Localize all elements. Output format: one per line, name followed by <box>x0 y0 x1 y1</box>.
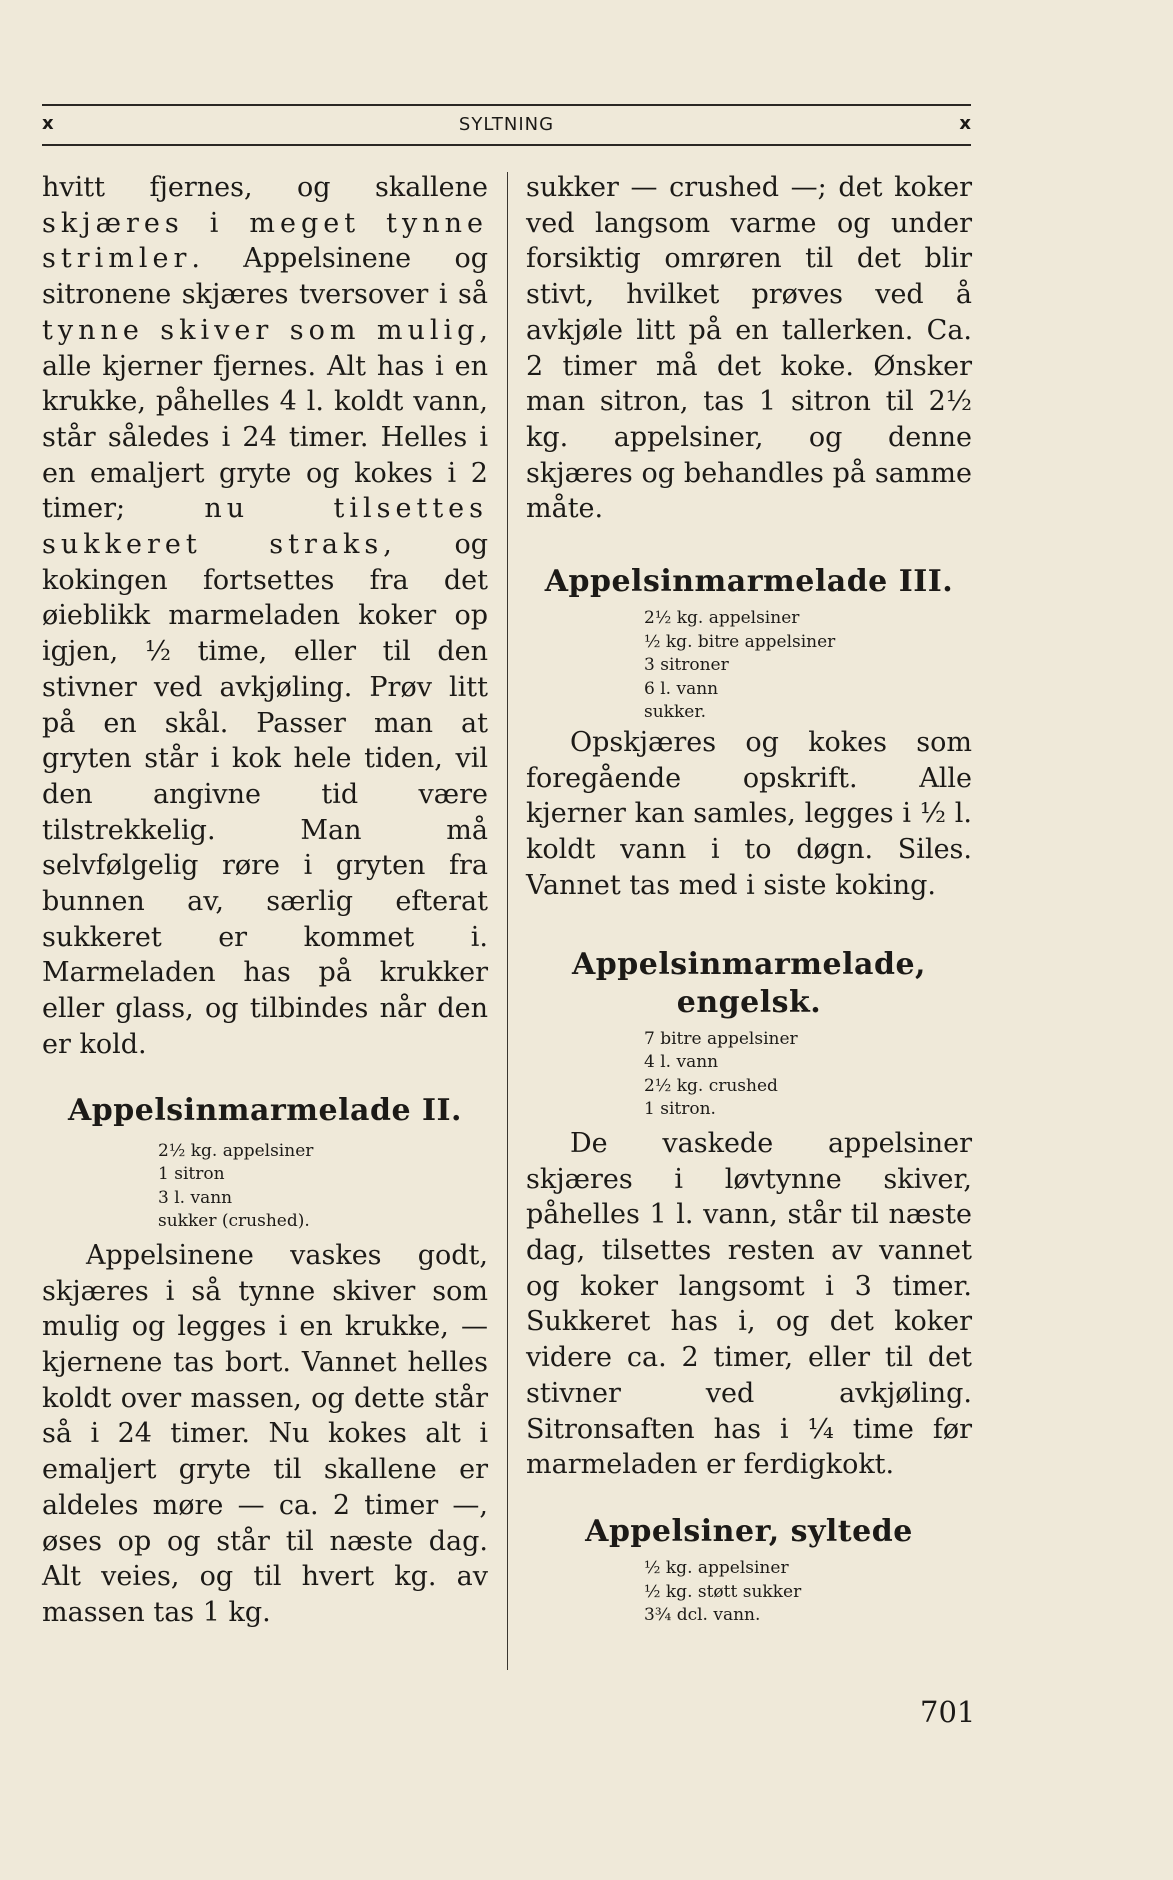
recipe2-text: Appelsinene vaskes godt, skjæres i så tynne skiver som mulig og legges i en krukke, — kjernene tas bort. Vannet helles koldt over massen, og dette står så i 24 timer. Nu kokes alt i emaljert gryte til skallene er aldeles møre — ca. 2 timer —, øses op og står til næste dag. Alt veies, og til hvert kg. av massen tas 1 kg. <box>42 1239 488 1628</box>
spaced-emphasis: tynne skiver som mulig <box>42 314 480 346</box>
ingredient-item: 3 sitroner <box>644 655 729 676</box>
recipe5-ingredients <box>526 1557 972 1628</box>
spaced-emphasis: nu tilsettes sukkeret straks <box>42 493 488 561</box>
ingredient-item: ½ kg. bitre appelsiner <box>644 631 836 652</box>
recipe4-heading <box>526 946 972 1022</box>
ingredient-item: sukker (crushed). <box>158 1211 310 1232</box>
header-right-mark: x <box>959 113 971 134</box>
running-header <box>42 104 971 146</box>
recipe2-heading: Appelsinmarmelade II. <box>68 1092 462 1128</box>
spaced-emphasis: skjæres i meget tynne strimler <box>42 207 488 275</box>
ingredient-item: 1 sitron. <box>644 1099 716 1120</box>
ingredient-item: ½ kg. støtt sukker <box>644 1581 802 1602</box>
ingredient-item: 4 l. vann <box>644 1052 719 1073</box>
ingredient-item: 1 sitron <box>158 1164 225 1185</box>
ingredient-item: 3 l. vann <box>158 1187 233 1208</box>
text-run: , alle kjerner fjernes. Alt has i en krukke, påhelles 4 l. koldt vann, står således i 24 timer. Helles i en emaljert gryte og kokes i 2 timer; <box>42 314 488 525</box>
text-run: hvitt fjernes, og skallene <box>42 172 488 203</box>
recipe3-ingredients <box>526 607 972 725</box>
recipe3-text: Opskjæres og kokes som foregående opskrift. Alle kjerner kan samles, legges i ½ l. koldt vann i to døgn. Siles. Vannet tas med i siste koking. <box>526 727 972 901</box>
text-run: . Appelsinene og sitronene skjæres tversover i så <box>42 243 488 311</box>
recipe2-continuation-text: sukker — crushed —; det koker ved langsom varme og under forsiktig omrøren til det blir stivt, hvilket prøves ved å avkjøle litt på en tallerken. Ca. 2 timer må det koke. Ønsker man sitron, tas 1 sitron til 2½ kg. appelsiner, og denne skjæres og behandles på samme måte. <box>526 172 972 525</box>
ingredient-item: 2½ kg. appelsiner <box>158 1140 314 1161</box>
header-left-mark: x <box>42 113 54 134</box>
text-run: , og kokingen fortsettes fra det øieblikk marmeladen koker op igjen, ½ time, eller til den stivner ved avkjøling. Prøv litt på en skål. Passer man at gryten står i kok hele tiden, vil den angivne tid være tilstrekkelig. Man må selvfølgelig røre i gryten fra bunnen av, særlig efterat sukkeret er kommet i. Marmeladen has på krukker eller glass, og tilbindes når den er kold. <box>42 529 488 1060</box>
recipe3-heading: Appelsinmarmelade III. <box>544 564 954 600</box>
right-column <box>526 170 972 1628</box>
recipe5-heading: Appelsiner, syltede <box>585 1513 913 1549</box>
ingredient-item: 7 bitre appelsiner <box>644 1028 798 1049</box>
ingredient-item: 2½ kg. appelsiner <box>644 608 800 629</box>
left-column <box>42 170 488 1631</box>
recipe1-continuation-text <box>42 170 488 1063</box>
header-title: SYLTNING <box>458 114 555 135</box>
recipe4-heading-line1: Appelsinmarmelade, <box>572 946 926 982</box>
ingredient-item: ½ kg. appelsiner <box>644 1557 789 1578</box>
ingredient-item: 6 l. vann <box>644 678 719 699</box>
recipe4-heading-line2: engelsk. <box>676 984 822 1020</box>
recipe4-text: De vaskede appelsiner skjæres i løvtynne skiver, påhelles 1 l. vann, står til næste dag, tilsettes resten av vannet og koker langsomt i 3 timer. Sukkeret has i, og det koker videre ca. 2 timer, eller til det stivner ved avkjøling. Sitronsaften has i ¼ time før marmeladen er ferdigkokt. <box>526 1127 972 1481</box>
recipe4-ingredients <box>526 1028 972 1122</box>
ingredient-item: 3¾ dcl. vann. <box>644 1605 761 1626</box>
ingredient-item: sukker. <box>644 702 706 723</box>
ingredient-item: 2½ kg. crushed <box>644 1075 778 1096</box>
column-divider <box>507 172 508 1670</box>
page-number: 701 <box>920 1695 976 1729</box>
recipe2-ingredients <box>42 1140 488 1234</box>
